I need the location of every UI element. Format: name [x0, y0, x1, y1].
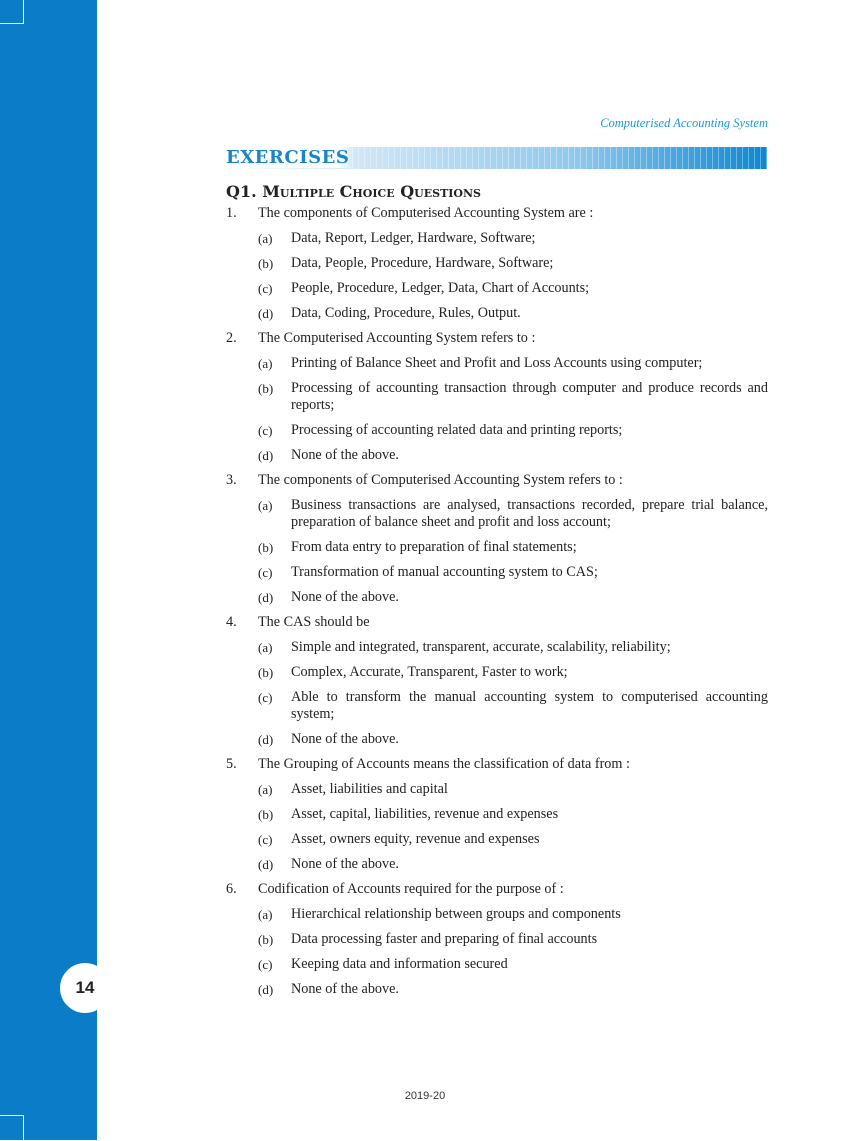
answer-option: [226, 422, 768, 439]
option-label: (d): [258, 732, 274, 747]
option-text: Data processing faster and preparing of final accounts: [291, 931, 598, 947]
option-label: (a): [258, 498, 273, 513]
answer-option: [226, 255, 768, 272]
question: [226, 330, 768, 347]
crop-mark-bottom: [0, 1115, 24, 1141]
option-text: None of the above.: [291, 731, 399, 747]
option-text: Asset, liabilities and capital: [291, 781, 448, 797]
answer-option: [226, 931, 768, 948]
answer-option: [226, 497, 768, 531]
option-text: Data, Coding, Procedure, Rules, Output.: [291, 305, 521, 321]
option-label: (b): [258, 932, 274, 947]
option-label: (c): [258, 832, 273, 847]
option-text: None of the above.: [291, 981, 399, 997]
answer-option: [226, 906, 768, 923]
question: [226, 614, 768, 631]
option-label: (b): [258, 665, 274, 680]
option-label: (a): [258, 231, 273, 246]
question-number: 4.: [226, 614, 237, 630]
option-label: (b): [258, 540, 274, 555]
answer-option: [226, 856, 768, 873]
section-banner: [226, 147, 767, 169]
option-text: People, Procedure, Ledger, Data, Chart of Accounts;: [291, 280, 590, 296]
option-label: (c): [258, 690, 273, 705]
option-text: None of the above.: [291, 856, 399, 872]
question-number: 6.: [226, 881, 237, 897]
answer-option: [226, 380, 768, 414]
question-text: The Computerised Accounting System refers to :: [258, 330, 536, 346]
option-label: (b): [258, 381, 274, 396]
option-text: From data entry to preparation of final statements;: [291, 539, 577, 555]
answer-option: [226, 831, 768, 848]
option-label: (a): [258, 640, 273, 655]
option-label: (d): [258, 306, 274, 321]
answer-option: [226, 230, 768, 247]
question: [226, 756, 768, 773]
option-label: (c): [258, 565, 273, 580]
option-text: Complex, Accurate, Transparent, Faster to work;: [291, 664, 568, 680]
option-label: (b): [258, 807, 274, 822]
option-label: (c): [258, 281, 273, 296]
question-number: 3.: [226, 472, 237, 488]
option-text: None of the above.: [291, 447, 399, 463]
option-label: (d): [258, 982, 274, 997]
answer-option: [226, 280, 768, 297]
question-text: The Grouping of Accounts means the classification of data from :: [258, 756, 630, 772]
question: [226, 205, 768, 222]
page-number: 14: [60, 963, 110, 1013]
option-text: Transformation of manual accounting system to CAS;: [291, 564, 598, 580]
answer-option: [226, 589, 768, 606]
option-label: (d): [258, 590, 274, 605]
footer-year: 2019-20: [404, 1090, 446, 1102]
question-list: [226, 205, 768, 998]
option-label: (a): [258, 356, 273, 371]
answer-option: [226, 731, 768, 748]
question-text: The components of Computerised Accounting System are :: [258, 205, 594, 221]
answer-option: [226, 447, 768, 464]
option-label: (a): [258, 782, 273, 797]
option-label: (c): [258, 957, 273, 972]
option-label: (b): [258, 256, 274, 271]
answer-option: [226, 664, 768, 681]
option-text: Business transactions are analysed, transactions recorded, prepare trial balance, preparation of balance sheet and profit and loss account;: [291, 497, 768, 530]
crop-mark-top: [0, 0, 24, 24]
option-text: Hierarchical relationship between groups and components: [291, 906, 621, 922]
question-text: The CAS should be: [258, 614, 370, 630]
option-text: None of the above.: [291, 589, 399, 605]
option-text: Data, Report, Ledger, Hardware, Software;: [291, 230, 536, 246]
option-text: Asset, capital, liabilities, revenue and expenses: [291, 806, 559, 822]
option-text: Simple and integrated, transparent, accurate, scalability, reliability;: [291, 639, 671, 655]
option-text: Keeping data and information secured: [291, 956, 508, 972]
option-text: Able to transform the manual accounting system to computerised accounting system;: [291, 689, 768, 722]
answer-option: [226, 305, 768, 322]
option-text: Asset, owners equity, revenue and expenses: [291, 831, 540, 847]
answer-option: [226, 981, 768, 998]
option-text: Processing of accounting related data and printing reports;: [291, 422, 623, 438]
option-label: (d): [258, 857, 274, 872]
option-label: (c): [258, 423, 273, 438]
running-header: Computerised Accounting System: [600, 116, 768, 130]
answer-option: [226, 689, 768, 723]
question-text: The components of Computerised Accounting System refers to :: [258, 472, 623, 488]
answer-option: [226, 539, 768, 556]
question-number: 2.: [226, 330, 237, 346]
question-number: 1.: [226, 205, 237, 221]
question: [226, 881, 768, 898]
question: [226, 472, 768, 489]
option-label: (d): [258, 448, 274, 463]
answer-option: [226, 355, 768, 372]
option-text: Data, People, Procedure, Hardware, Software;: [291, 255, 554, 271]
option-text: Printing of Balance Sheet and Profit and Loss Accounts using computer;: [291, 355, 703, 371]
option-label: (a): [258, 907, 273, 922]
question-number: 5.: [226, 756, 237, 772]
question-text: Codification of Accounts required for the purpose of :: [258, 881, 564, 897]
answer-option: [226, 639, 768, 656]
answer-option: [226, 564, 768, 581]
section-title: EXERCISES: [226, 147, 355, 168]
answer-option: [226, 781, 768, 798]
answer-option: [226, 806, 768, 823]
question-heading: Q1. Multiple Choice Questions: [226, 182, 481, 201]
answer-option: [226, 956, 768, 973]
option-text: Processing of accounting transaction through computer and produce records and reports;: [291, 380, 768, 413]
